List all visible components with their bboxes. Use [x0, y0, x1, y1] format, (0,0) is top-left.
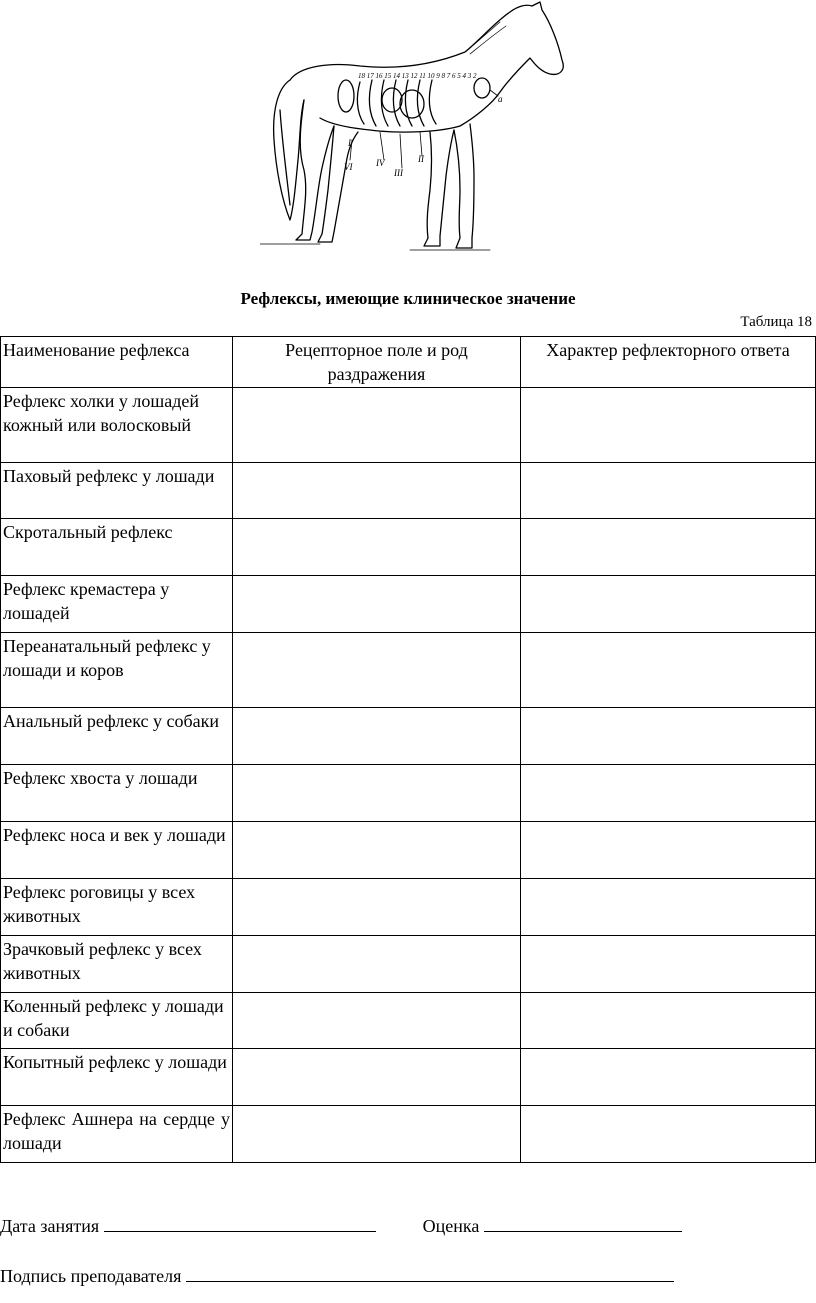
- receptor-field-cell[interactable]: [233, 879, 521, 936]
- receptor-field-cell[interactable]: [233, 822, 521, 879]
- response-cell[interactable]: [521, 993, 816, 1049]
- vertebra-numbers: 18 17 16 15 14 13 12 11 10 9 8 7 6 5 4 3 2: [358, 72, 477, 80]
- reflex-name-cell: Рефлекс Ашнера на сердце у лошади: [1, 1106, 233, 1163]
- table-row: [1, 879, 816, 936]
- figure-label-vi: VI: [344, 162, 353, 172]
- receptor-field-cell[interactable]: [233, 708, 521, 765]
- response-cell[interactable]: [521, 388, 816, 463]
- response-cell[interactable]: [521, 633, 816, 708]
- figure-label-iv: IV: [376, 158, 385, 168]
- table-row: [1, 765, 816, 822]
- response-cell[interactable]: [521, 765, 816, 822]
- table-row: [1, 1106, 816, 1163]
- response-cell[interactable]: [521, 519, 816, 576]
- date-grade-line: [0, 1213, 682, 1237]
- figure-label-i: I: [348, 138, 351, 148]
- table-row: [1, 1049, 816, 1106]
- signature-line: [0, 1263, 674, 1287]
- response-cell[interactable]: [521, 822, 816, 879]
- figure-label-ii: II: [418, 154, 424, 164]
- response-cell[interactable]: [521, 463, 816, 519]
- table-row: [1, 388, 816, 463]
- receptor-field-cell[interactable]: [233, 463, 521, 519]
- figure-label-iii: III: [394, 168, 403, 178]
- receptor-field-cell[interactable]: [233, 519, 521, 576]
- response-cell[interactable]: [521, 1106, 816, 1163]
- reflex-table: [0, 336, 816, 1163]
- date-label: Дата занятия: [0, 1216, 100, 1236]
- table-row: [1, 708, 816, 765]
- reflex-name-cell: Анальный рефлекс у собаки: [1, 708, 233, 765]
- header-reflex-name: Наименование рефлекса: [1, 337, 233, 388]
- receptor-field-cell[interactable]: [233, 576, 521, 633]
- response-cell[interactable]: [521, 1049, 816, 1106]
- response-cell[interactable]: [521, 936, 816, 993]
- horse-illustration: [260, 0, 570, 262]
- table-row: [1, 463, 816, 519]
- receptor-field-cell[interactable]: [233, 765, 521, 822]
- table-row: [1, 633, 816, 708]
- reflex-name-cell: Рефлекс носа и век у лошади: [1, 822, 233, 879]
- reflex-name-cell: Рефлекс кремастера у лошадей: [1, 576, 233, 633]
- table-row: [1, 519, 816, 576]
- page-title: Рефлексы, имеющие клиническое значение: [240, 289, 576, 308]
- table-number: Таблица 18: [740, 314, 812, 330]
- grade-field[interactable]: [484, 1213, 682, 1232]
- table-row: [1, 993, 816, 1049]
- reflex-name-cell: Переанатальный рефлекс у лошади и коров: [1, 633, 233, 708]
- figure-label-a: a: [498, 94, 503, 104]
- receptor-field-cell[interactable]: [233, 993, 521, 1049]
- response-cell[interactable]: [521, 576, 816, 633]
- response-cell[interactable]: [521, 879, 816, 936]
- table-row: [1, 936, 816, 993]
- header-response-character: Характер рефлекторного ответа: [521, 337, 816, 388]
- receptor-field-cell[interactable]: [233, 388, 521, 463]
- grade-label: Оценка: [422, 1216, 480, 1236]
- date-field[interactable]: [104, 1213, 376, 1232]
- signature-field[interactable]: [186, 1263, 674, 1282]
- reflex-name-cell: Паховый рефлекс у лошади: [1, 463, 233, 519]
- reflex-name-cell: Копытный рефлекс у лошади: [1, 1049, 233, 1106]
- signature-label: Подпись преподавателя: [0, 1266, 182, 1286]
- reflex-name-cell: Рефлекс хвоста у лошади: [1, 765, 233, 822]
- reflex-name-cell: Скротальный рефлекс: [1, 519, 233, 576]
- reflex-name-cell: Коленный рефлекс у лошади и собаки: [1, 993, 233, 1049]
- reflex-name-cell: Рефлекс холки у лошадей кожный или волосковый: [1, 388, 233, 463]
- response-cell[interactable]: [521, 708, 816, 765]
- reflex-name-cell: Зрачковый рефлекс у всех животных: [1, 936, 233, 993]
- receptor-field-cell[interactable]: [233, 1049, 521, 1106]
- receptor-field-cell[interactable]: [233, 633, 521, 708]
- table-row: [1, 822, 816, 879]
- table-header-row: [1, 337, 816, 388]
- table-row: [1, 576, 816, 633]
- receptor-field-cell[interactable]: [233, 1106, 521, 1163]
- header-receptor-field: Рецепторное поле и род раздражения: [233, 337, 521, 388]
- reflex-name-cell: Рефлекс роговицы у всех животных: [1, 879, 233, 936]
- receptor-field-cell[interactable]: [233, 936, 521, 993]
